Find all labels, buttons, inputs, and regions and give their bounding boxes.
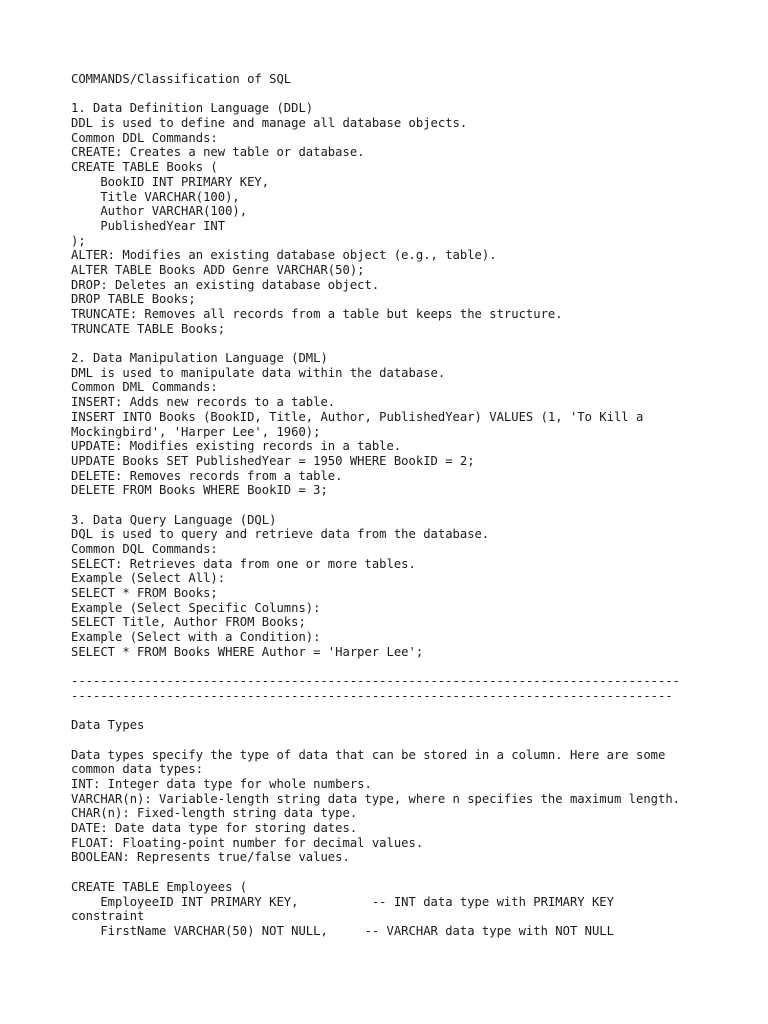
- text-line: INSERT INTO Books (BookID, Title, Author, PublishedYear) VALUES (1, 'To Kill a: [71, 409, 644, 424]
- text-line: );: [71, 233, 86, 248]
- text-line: ----------------------------------------------------------------------------------: [71, 688, 673, 703]
- text-line: TRUNCATE: Removes all records from a table but keeps the structure.: [71, 307, 563, 321]
- text-line: Example (Select All):: [71, 571, 226, 586]
- text-line: VARCHAR(n): Variable-length string data type, where n specifies the maximum length.: [71, 791, 681, 806]
- text-line: TRUNCATE TABLE Books;: [71, 321, 226, 336]
- text-line: DELETE: Removes records from a table.: [71, 468, 343, 483]
- text-line: 2. Data Manipulation Language (DML): [71, 351, 328, 366]
- text-line: SELECT * FROM Books;: [71, 586, 218, 601]
- text-line: -----------------------------------------------------------------------------------: [71, 674, 681, 689]
- text-line: Mockingbird', 'Harper Lee', 1960);: [71, 424, 321, 439]
- text-line: UPDATE: Modifies existing records in a table.: [71, 439, 402, 454]
- text-line: CREATE TABLE Books (: [71, 160, 218, 175]
- text-line: PublishedYear INT: [71, 218, 226, 233]
- text-line: Common DML Commands:: [71, 380, 218, 395]
- text-line: Common DQL Commands:: [71, 542, 218, 556]
- text-line: INSERT: Adds new records to a table.: [71, 395, 336, 410]
- text-line: CHAR(n): Fixed-length string data type.: [71, 806, 358, 821]
- document-text: [71, 72, 680, 939]
- text-line: [71, 336, 680, 351]
- text-line: [71, 660, 680, 675]
- text-line: CREATE TABLE Employees (: [71, 879, 248, 894]
- text-line: DML is used to manipulate data within the database.: [71, 365, 446, 380]
- text-line: BOOLEAN: Represents true/false values.: [71, 850, 350, 865]
- text-line: 1. Data Definition Language (DDL): [71, 101, 314, 116]
- text-line: DQL is used to query and retrieve data from the database.: [71, 527, 490, 542]
- text-line: Example (Select with a Condition):: [71, 630, 321, 645]
- text-line: COMMANDS/Classification of SQL: [71, 72, 292, 86]
- text-line: DROP: Deletes an existing database object.: [71, 277, 380, 292]
- text-line: [71, 498, 680, 513]
- text-line: constraint: [71, 909, 145, 924]
- text-line: DELETE FROM Books WHERE BookID = 3;: [71, 483, 328, 498]
- text-line: Data Types: [71, 718, 145, 733]
- text-line: ALTER TABLE Books ADD Genre VARCHAR(50);: [71, 262, 365, 277]
- text-line: Example (Select Specific Columns):: [71, 600, 321, 615]
- text-line: FirstName VARCHAR(50) NOT NULL, -- VARCHAR data type with NOT NULL: [71, 923, 614, 938]
- text-line: EmployeeID INT PRIMARY KEY, -- INT data type with PRIMARY KEY: [71, 894, 614, 909]
- text-line: [71, 733, 680, 748]
- text-line: DATE: Date data type for storing dates.: [71, 821, 358, 836]
- text-line: DDL is used to define and manage all database objects.: [71, 116, 468, 131]
- text-line: SELECT: Retrieves data from one or more tables.: [71, 556, 416, 571]
- text-line: Author VARCHAR(100),: [71, 204, 248, 219]
- text-line: CREATE: Creates a new table or database.: [71, 145, 365, 160]
- text-line: ALTER: Modifies an existing database object (e.g., table).: [71, 248, 497, 263]
- text-line: [71, 865, 680, 880]
- text-line: 3. Data Query Language (DQL): [71, 512, 277, 527]
- text-line: FLOAT: Floating-point number for decimal values.: [71, 835, 424, 850]
- text-line: Title VARCHAR(100),: [71, 189, 240, 204]
- text-line: BookID INT PRIMARY KEY,: [71, 174, 270, 189]
- text-line: SELECT Title, Author FROM Books;: [71, 615, 306, 630]
- text-line: [71, 704, 680, 719]
- text-line: [71, 87, 680, 102]
- text-line: Data types specify the type of data that can be stored in a column. Here are some: [71, 747, 666, 762]
- text-line: Common DDL Commands:: [71, 130, 218, 145]
- text-line: DROP TABLE Books;: [71, 292, 196, 307]
- text-line: SELECT * FROM Books WHERE Author = 'Harper Lee';: [71, 644, 424, 659]
- text-line: common data types:: [71, 762, 204, 777]
- text-line: UPDATE Books SET PublishedYear = 1950 WHERE BookID = 2;: [71, 453, 475, 468]
- text-line: INT: Integer data type for whole numbers.: [71, 777, 372, 791]
